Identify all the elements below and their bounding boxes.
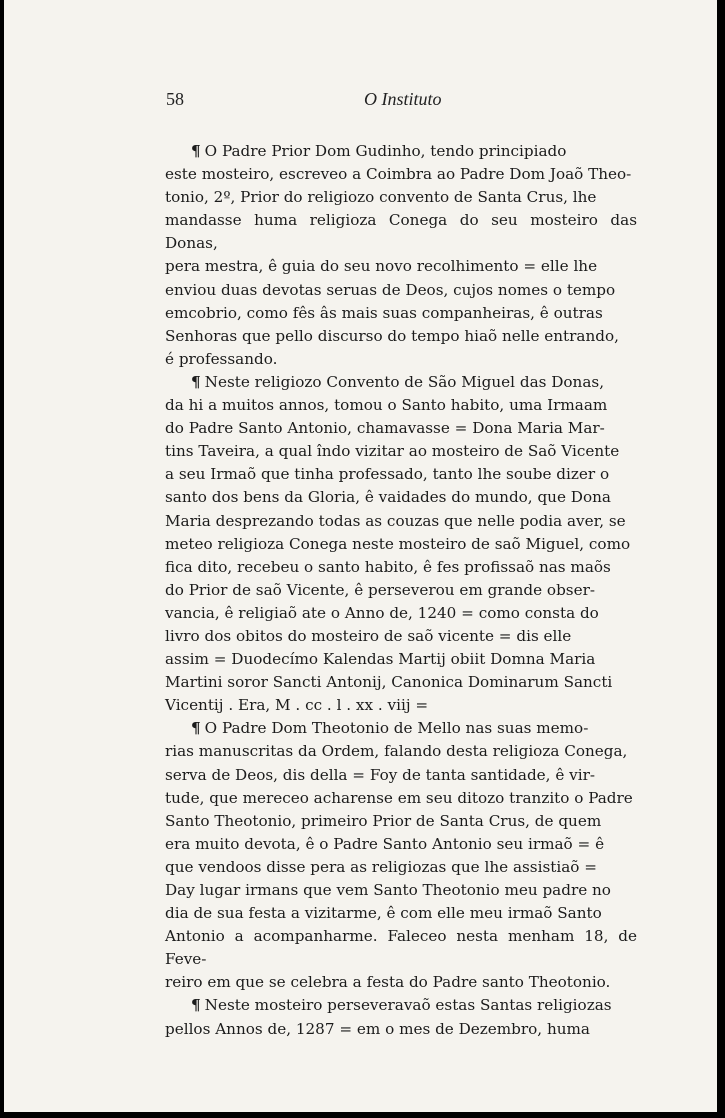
paragraph-3 [165,717,637,994]
paragraph-text: Neste religiozo Convento de São Miguel das Donas, da hi a muitos annos, tomou o Santo habito, uma Irmaam do Padre Santo Antonio, chamavasse = Dona Maria Mar- tins Taveira, a qual îndo vizitar ao mosteiro de Saõ Vicente a seu Irmaõ que tinha professado, tanto lhe soube dizer o santo dos bens da Gloria, ê vaidades do mundo, que Dona Maria desprezando todas as couzas que nelle podia aver, se meteo religioza Conega neste mosteiro de saõ Miguel, como fica dito, recebeu o santo habito, ê fes profissaõ nas maõs do Prior de saõ Vicente, ê perseverou em grande obser- vancia, ê religiaõ ate o Anno de, 1240 = como consta do livro dos obitos do mosteiro de saõ vicente = dis elle assim = Duodecímo Kalendas Martij obiit Domna Maria Martini soror Sancti Antonij, Canonica Dominarum Sancti Vicentij . Era, M . cc . l . xx . viij = [165,372,631,715]
paragraph-mark-icon: ¶ [191,142,201,160]
body-text [165,140,637,1041]
paragraph-text: Neste mosteiro perseveravaõ estas Santas religiozas pellos Annos de, 1287 = em o mes de Dezembro, huma [165,996,612,1038]
running-title: O Instituto [364,89,442,109]
paragraph-text: O Padre Dom Theotonio de Mello nas suas memo- rias manuscritas da Ordem, falando desta religioza Conega, serva de Deos, dis della = Foy de tanta santidade, ê vir- tude, que mereceo acharense em seu ditozo tranzito o Padre Santo Theotonio, primeiro Prior de Santa Crus, de quem era muito devota, ê o Padre Santo Antonio seu irmaõ = ê que vendoos disse pera as religiozas que lhe assistiaõ = Day lugar irmans que vem Santo Theotonio meu padre no dia de sua festa a vizitarme, ê com elle meu irmaõ Santo Antonio a acompanharme. Faleceo nesta menham 18, de Feve- reiro em que se celebra a festa do Padre santo Theotonio. [165,719,637,992]
paragraph-2 [165,371,637,717]
page-header [4,85,717,115]
paragraph-mark-icon: ¶ [191,372,201,391]
paragraph-4 [165,994,637,1040]
paragraph-mark-icon: ¶ [191,996,201,1015]
book-page [4,0,717,1112]
page-number: 58 [166,89,184,109]
paragraph-mark-icon: ¶ [191,719,201,738]
paragraph-1 [165,140,637,371]
paragraph-text: O Padre Prior Dom Gudinho, tendo principiado este mosteiro, escreveo a Coimbra ao Padre Dom Joaõ Theo- tonio, 2º, Prior do religiozo convento de Santa Crus, lhe mandasse huma religioza Conega do seu mosteiro das Donas, pera mestra, ê guia do seu novo recolhimento = elle lhe enviou duas devotas seruas de Deos, cujos nomes o tempo emcobrio, como fês âs mais suas companheiras, ê outras Senhoras que pello discurso do tempo hiaõ nelle entrando, é professando. [165,142,637,368]
